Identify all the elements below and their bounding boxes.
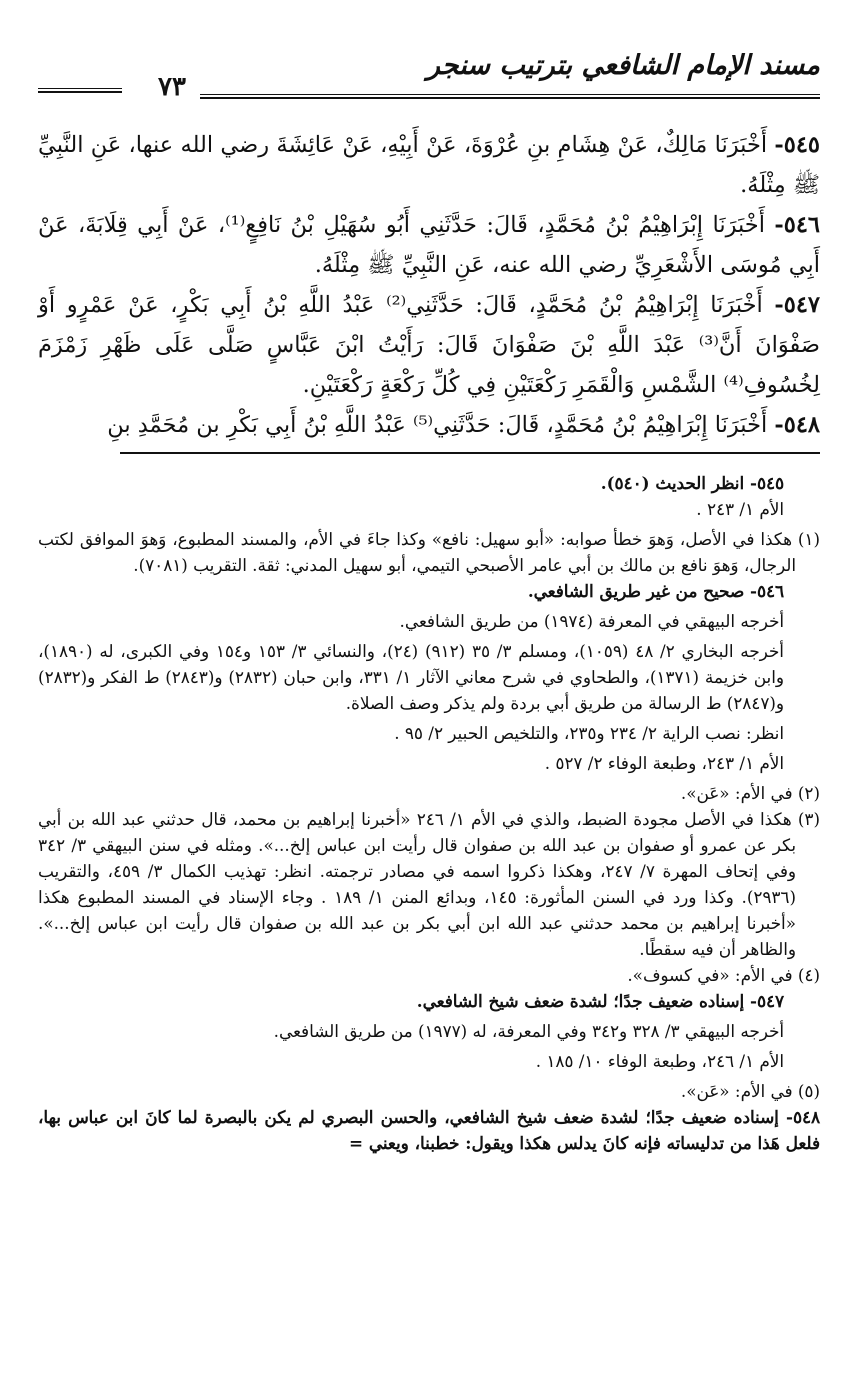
header-rule [200,94,820,99]
hadith-text: أَخْبَرَنَا إِبْرَاهِيْمُ بْنُ مُحَمَّدٍ، قَالَ: حَدَّثَنِي أَبُو سُهَيْلِ بْنُ نَافِعٍ⁽¹⁾، عَنْ أَبِي قِلَابَةَ، عَنْ أَبِي مُوسَى الأَشْعَرِيِّ رضي الله عنه، عَنِ النَّبِيِّ ﷺ مِثْلَهُ. [38,212,820,278]
footnote-divider [120,452,820,454]
note-546-d: الأم ١/ ٢٤٣، وطبعة الوفاء ٢/ ٥٢٧ . [544,753,784,773]
hadith-546 [38,205,820,285]
footnotes [38,470,820,1156]
note-547-title: ٥٤٧- إسناده ضعيف جدًا؛ لشدة ضعف شيخ الشافعي. [416,991,784,1011]
page-header [38,50,820,112]
note-545-title: ٥٤٥- انظر الحديث (٥٤٠). [600,473,784,493]
hadith-text: أَخْبَرَنَا إِبْرَاهِيْمُ بْنُ مُحَمَّدٍ، قَالَ: حَدَّثَنِي⁽²⁾ عَبْدُ اللَّهِ بْنُ أَبِي بَكْرٍ، عَنْ عَمْرٍو أَوْ صَفْوَانَ أَنَّ⁽³⁾ عَبْدَ اللَّهِ بْنَ صَفْوَانَ قَالَ: رَأَيْتُ ابْنَ عَبَّاسٍ صَلَّى عَلَى ظَهْرِ زَمْزَمَ لِخُسُوفِ⁽⁴⁾ الشَّمْسِ وَالْقَمَرِ رَكْعَتَيْنِ فِي كُلِّ رَكْعَةٍ رَكْعَتَيْنِ. [38,292,820,398]
note-547-a: أخرجه البيهقي ٣/ ٣٢٨ و٣٤٢ وفي المعرفة، له (١٩٧٧) من طريق الشافعي. [273,1021,784,1041]
footnote-2: (٢) في الأم: «عَن». [680,783,820,803]
hadith-text: أَخْبَرَنَا إِبْرَاهِيْمُ بْنُ مُحَمَّدٍ، قَالَ: حَدَّثَنِي⁽⁵⁾ عَبْدُ اللَّهِ بْنُ أَبِي بَكْرِ بن مُحَمَّدِ بنِ [107,412,768,438]
footnote-3: (٣) هكذا في الأصل مجودة الضبط، والذي في الأم ١/ ٢٤٦ «أخبرنا إبراهيم بن محمد، قال حدثني عبد الله بن أبي بكر عن عمرو أو صفوان بن عبد الله بن صفوان قال رأيت ابن عباس إلخ...». ومثله في سنن البيهقي ٣/ ٣٤٢ وفي إتحاف المهرة ٧/ ٢٤٧، وهكذا ذكروا اسمه في مصادر ترجمته. انظر: تهذيب الكمال ٣/ ٤٥٩، والتقريب (٢٩٣٦). وكذا ورد في السنن المأثورة: ١٤٥، وبدائع المنن ١/ ١٨٩ . وجاء الإسناد في المسند المطبوع هكذا «أخبرنا إبراهيم بن محمد حدثني عبد الله ابن أبي بكر بن عبد الله بن صفوان قال رأيت ابن عباس إلخ...». والظاهر أن فيه سقطًا. [38,809,820,959]
note-546-c: انظر: نصب الراية ٢/ ٢٣٤ و٢٣٥، والتلخيص الحبير ٢/ ٩٥ . [394,723,784,743]
hadith-text: أَخْبَرَنَا مَالِكٌ، عَنْ هِشَامِ بنِ عُرْوَةَ، عَنْ أَبِيْهِ، عَنْ عَائِشَةَ رضي الله عنها، عَنِ النَّبِيِّ ﷺ مِثْلَهُ. [38,132,820,198]
hadith-547 [38,285,820,405]
hadith-545 [38,125,820,205]
header-rule-short [38,88,122,93]
note-547-b: الأم ١/ ٢٤٦، وطبعة الوفاء ١٠/ ١٨٥ . [535,1051,784,1071]
page-number: ٧٣ [158,72,186,102]
running-title: مسند الإمام الشافعي بترتيب سنجر [426,50,820,81]
footnote-1: (١) هكذا في الأصل، وَهوَ خطأ صوابه: «أبو سهيل: نافع» وكذا جاءَ في الأم، والمسند المطبوع، وَهوَ الموافق لكتب الرجال، وَهوَ نافع بن مالك بن أبي عامر الأصبحي التيمي، أبو سهيل المدني: ثقة. التقريب (٧٠٨١). [38,529,820,575]
note-546-b: أخرجه البخاري ٢/ ٤٨ (١٠٥٩)، ومسلم ٣/ ٣٥ (٩١٢) (٢٤)، والنسائي ٣/ ١٥٣ و١٥٤ وفي الكبرى، له (١٨٩٠)، وابن خزيمة (١٣٧١)، والطحاوي في شرح معاني الآثار ١/ ٣٣١، وابن حبان (٢٨٣٢) و(٢٨٤٣) ط الفكر و(٢٨٣٢) و(٢٨٤٧) ط الرسالة من طريق أبي بردة ولم يذكر وصف الصلاة. [38,641,784,713]
footnote-5: (٥) في الأم: «عَن». [680,1081,820,1101]
hadith-number: ٥٤٥- [774,132,820,158]
hadith-number: ٥٤٧- [774,292,821,318]
hadith-548 [38,405,820,445]
hadith-number: ٥٤٨- [774,412,820,438]
note-548-title: ٥٤٨- إسناده ضعيف جدًا؛ لشدة ضعف شيخ الشافعي، والحسن البصري لم يكن بالبصرة لما كانَ ابن عباس بها، فلعل هَذا من تدليساته فإنه كانَ يدلس هكذا ويقول: خطبنا، ويعني = [38,1107,820,1153]
note-545-umm: الأم ١/ ٢٤٣ . [696,499,784,519]
footnote-4: (٤) في الأم: «في كسوف». [627,965,820,985]
hadith-number: ٥٤٦- [774,212,820,238]
main-text [38,125,820,445]
note-546-title: ٥٤٦- صحيح من غير طريق الشافعي. [527,581,784,601]
note-546-a: أخرجه البيهقي في المعرفة (١٩٧٤) من طريق الشافعي. [399,611,784,631]
